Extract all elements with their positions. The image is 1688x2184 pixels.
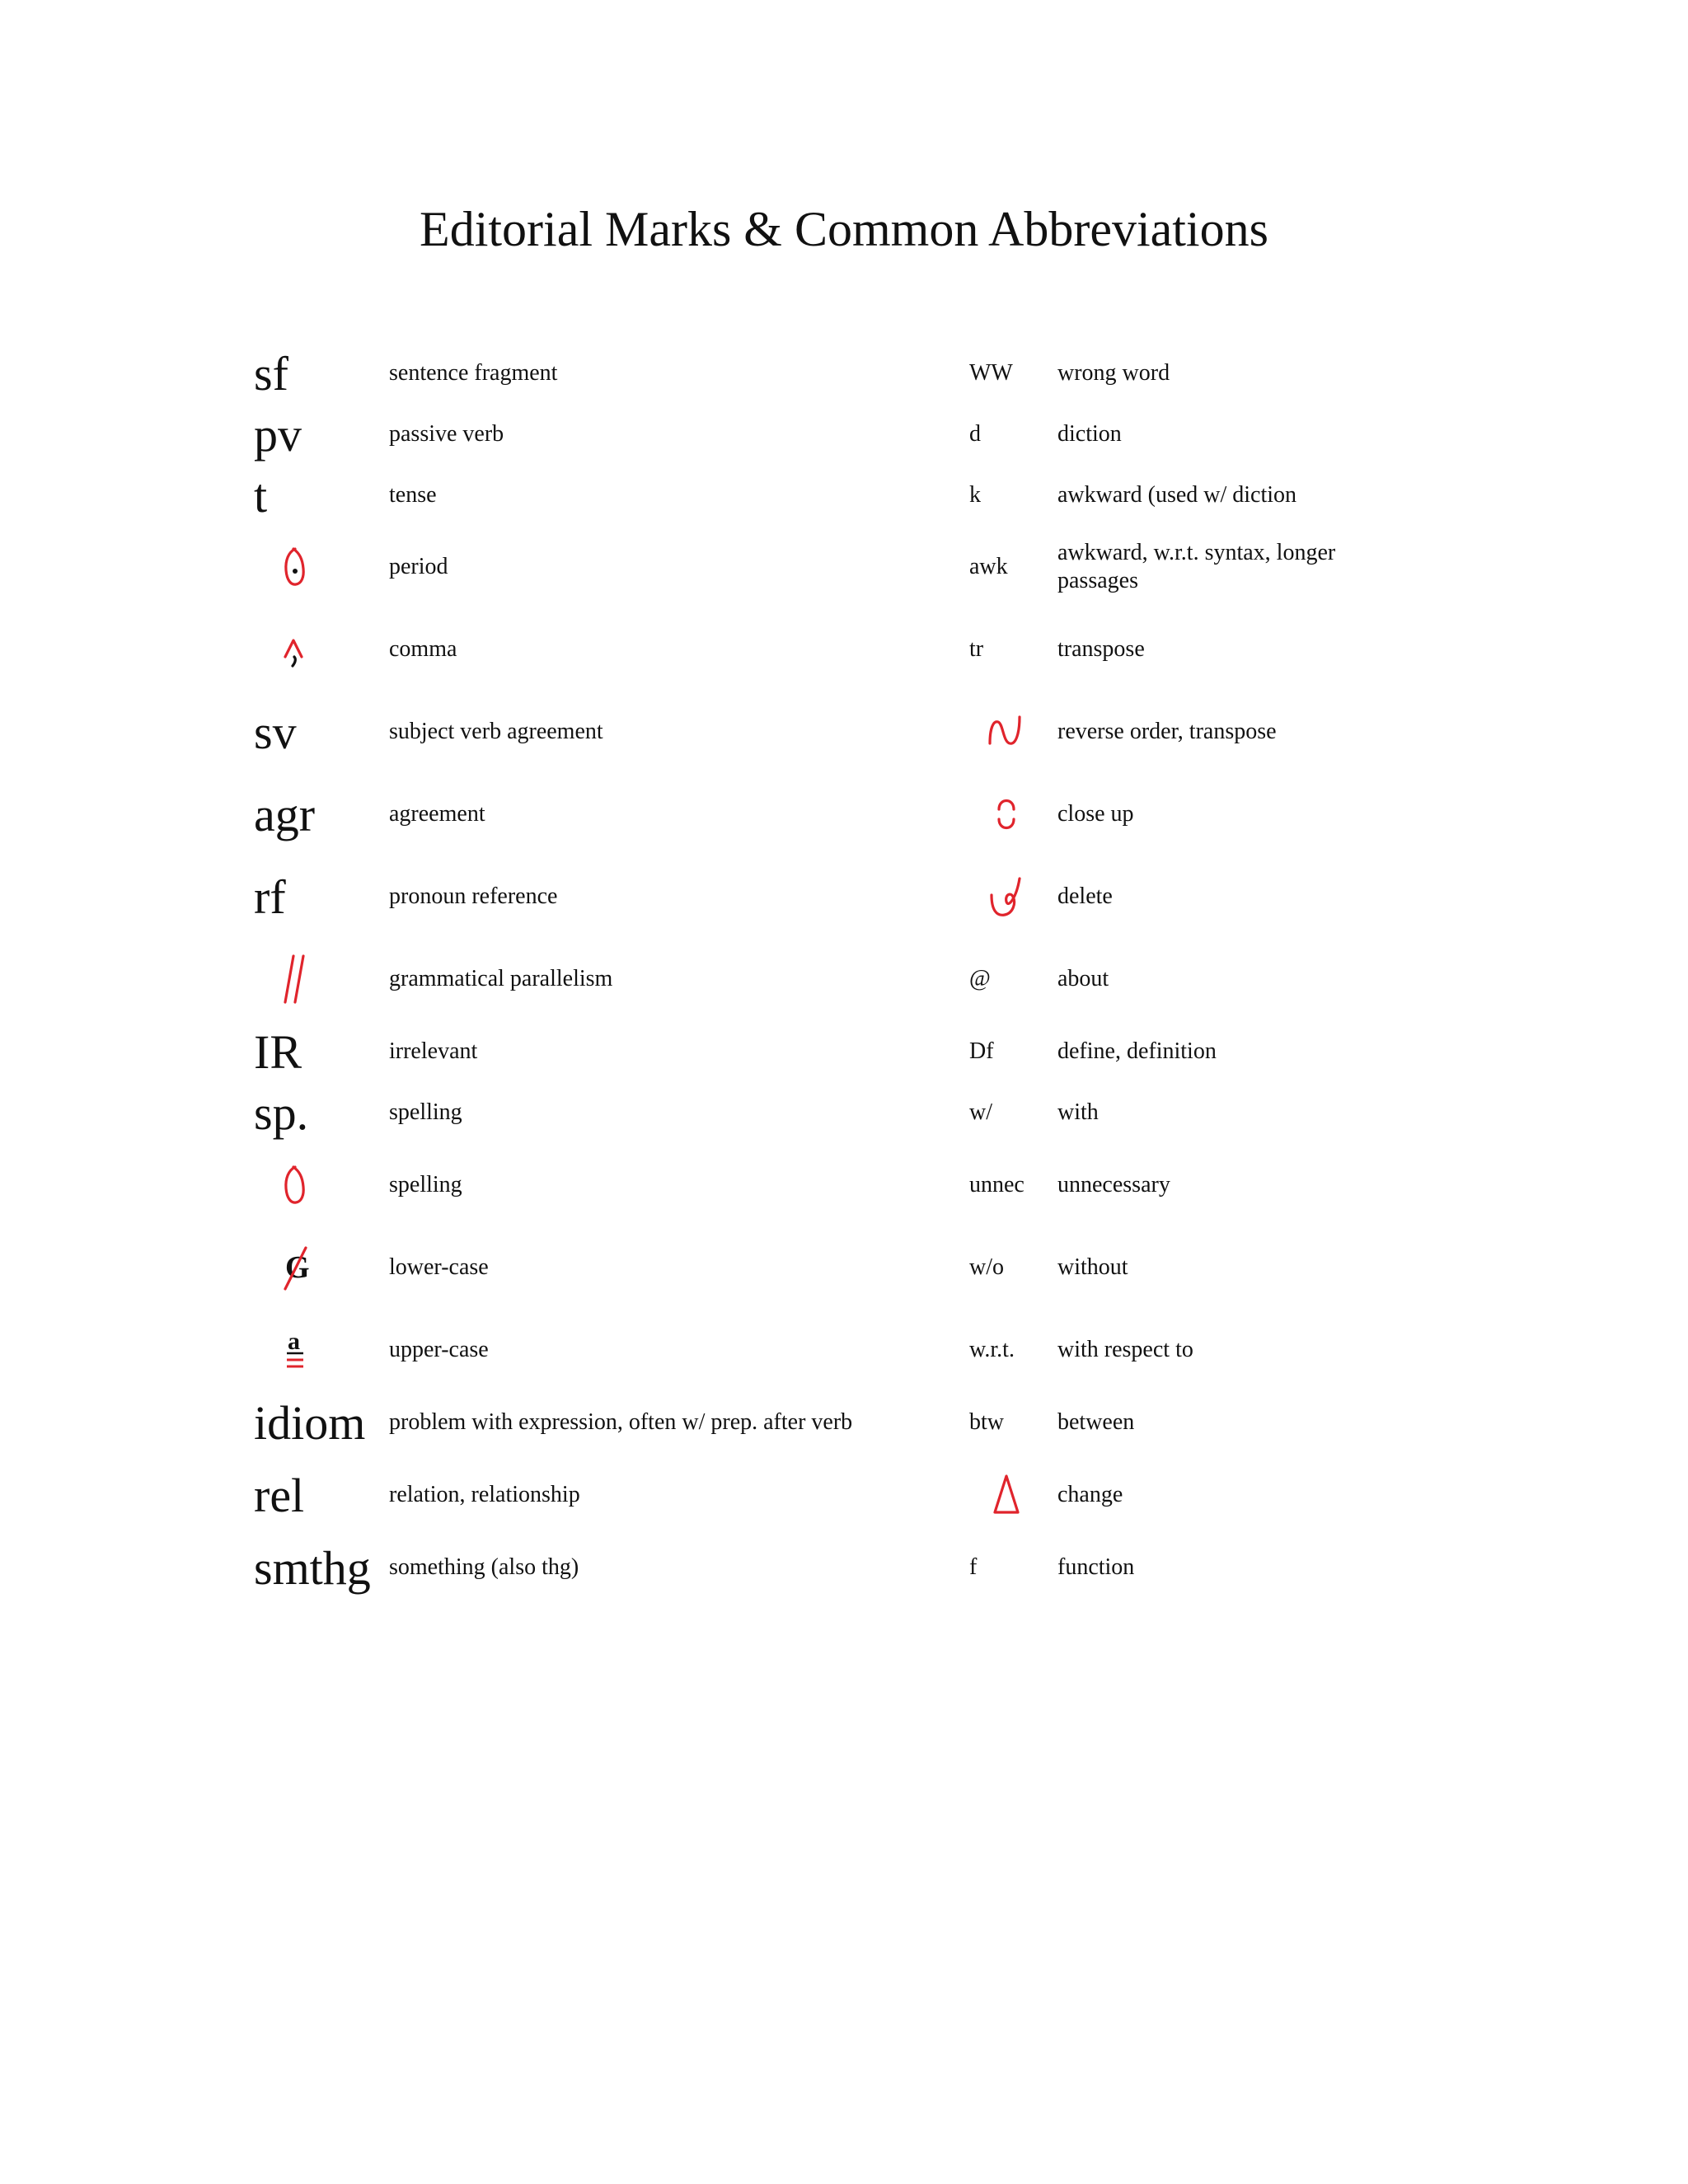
- list-item: [969, 691, 1431, 773]
- list-item: [969, 1226, 1431, 1309]
- list-item: [969, 773, 1431, 855]
- abbreviation-symbol: @: [969, 966, 991, 991]
- abbreviation-symbol: rf: [254, 869, 286, 924]
- abbreviation-description: period: [389, 554, 448, 579]
- abbreviation-symbol: IR: [254, 1024, 302, 1079]
- abbreviation-symbol: d: [969, 421, 981, 447]
- abbreviation-description: passive verb: [389, 421, 504, 447]
- abbreviation-description: something (also thg): [389, 1554, 579, 1580]
- list-item: [254, 1526, 897, 1609]
- abbreviation-description: grammatical parallelism: [389, 966, 613, 991]
- list-item: [969, 608, 1431, 691]
- page-title: Editorial Marks & Common Abbreviations: [420, 202, 1268, 256]
- abbreviation-description: define, definition: [1057, 1038, 1217, 1064]
- abbreviation-description: problem with expression, often w/ prep. after verb: [389, 1409, 853, 1435]
- list-item: [254, 773, 897, 855]
- circle-spelling-mark-icon: [254, 1144, 336, 1226]
- abbreviation-description: reverse order, transpose: [1057, 719, 1277, 744]
- list-item: [254, 526, 897, 608]
- abbreviation-description: function: [1057, 1554, 1135, 1580]
- uppercase-underline-mark-icon: [254, 1309, 336, 1391]
- abbreviation-description: close up: [1057, 801, 1134, 827]
- list-item: [254, 608, 897, 691]
- abbreviation-description: unnecessary: [1057, 1172, 1170, 1197]
- abbreviation-description: upper-case: [389, 1337, 489, 1362]
- abbreviation-description: about: [1057, 966, 1109, 991]
- list-item: [254, 1071, 897, 1154]
- abbreviation-description: irrelevant: [389, 1038, 478, 1064]
- abbreviation-symbol: WW: [969, 360, 1013, 386]
- abbreviation-description: without: [1057, 1254, 1128, 1280]
- abbreviation-symbol: k: [969, 482, 981, 508]
- list-item: [969, 1526, 1431, 1609]
- lowercase-slash-mark-icon: [254, 1226, 336, 1309]
- list-item: [969, 454, 1431, 537]
- abbreviation-symbol: smthg: [254, 1540, 371, 1595]
- list-item: [254, 1454, 897, 1536]
- abbreviation-description: awkward, w.r.t. syntax, longer passages: [1057, 540, 1336, 593]
- delta-change-mark-icon: [969, 1454, 1043, 1536]
- list-item: [969, 1071, 1431, 1154]
- abbreviation-description: subject verb agreement: [389, 719, 603, 744]
- list-item: [969, 1381, 1431, 1464]
- list-item: [969, 1144, 1431, 1226]
- list-item: [969, 1454, 1431, 1536]
- insert-comma-mark-icon: [254, 608, 336, 691]
- abbreviation-description: diction: [1057, 421, 1122, 447]
- list-item: [254, 1309, 897, 1391]
- list-item: [254, 855, 897, 938]
- abbreviation-symbol: unnec: [969, 1172, 1025, 1197]
- abbreviation-description: tense: [389, 482, 437, 508]
- uppercase-letter-glyph: a: [288, 1328, 300, 1355]
- abbreviation-symbol: idiom: [254, 1395, 366, 1450]
- abbreviation-description: spelling: [389, 1172, 462, 1197]
- abbreviation-symbol: sf: [254, 346, 288, 401]
- abbreviation-symbol: agr: [254, 787, 316, 841]
- abbreviation-symbol: w/: [969, 1099, 992, 1125]
- list-item: [254, 1144, 897, 1226]
- abbreviation-symbol: btw: [969, 1409, 1004, 1435]
- abbreviation-description: comma: [389, 636, 457, 662]
- abbreviation-description: delete: [1057, 883, 1113, 909]
- abbreviation-symbol: f: [969, 1554, 978, 1580]
- list-item: [969, 938, 1431, 1020]
- abbreviation-symbol: rel: [254, 1468, 305, 1522]
- list-item: [969, 1309, 1431, 1391]
- delete-mark-icon: [969, 855, 1043, 938]
- list-item: [254, 1226, 897, 1309]
- abbreviation-symbol: awk: [969, 554, 1008, 579]
- abbreviation-description: agreement: [389, 801, 485, 827]
- list-item: [254, 938, 897, 1020]
- abbreviation-symbol: pv: [254, 407, 302, 462]
- lowercase-letter-glyph: G: [285, 1250, 310, 1285]
- abbreviation-description: with respect to: [1057, 1337, 1193, 1362]
- abbreviation-description: pronoun reference: [389, 883, 558, 909]
- list-item: [254, 691, 897, 773]
- parallel-lines-mark-icon: [254, 938, 336, 1020]
- list-item: [254, 1381, 897, 1464]
- close-up-mark-icon: [969, 773, 1043, 855]
- list-item: [969, 526, 1431, 608]
- list-item: [969, 855, 1431, 938]
- circled-period-mark-icon: [254, 526, 336, 608]
- abbreviation-description: sentence fragment: [389, 360, 558, 386]
- abbreviation-symbol: t: [254, 468, 268, 523]
- abbreviation-description: with: [1057, 1099, 1099, 1125]
- abbreviation-description: lower-case: [389, 1254, 489, 1280]
- abbreviation-description: between: [1057, 1409, 1135, 1435]
- abbreviation-symbol: tr: [969, 636, 984, 662]
- abbreviation-symbol: sv: [254, 705, 297, 759]
- abbreviation-description: relation, relationship: [389, 1482, 580, 1507]
- abbreviation-symbol: w/o: [969, 1254, 1004, 1280]
- abbreviation-description: wrong word: [1057, 360, 1170, 386]
- abbreviation-symbol: Df: [969, 1038, 994, 1064]
- abbreviation-symbol: w.r.t.: [969, 1337, 1015, 1362]
- abbreviation-description: spelling: [389, 1099, 462, 1125]
- abbreviation-description: change: [1057, 1482, 1123, 1507]
- transpose-curve-mark-icon: [969, 691, 1043, 773]
- abbreviation-description: transpose: [1057, 636, 1145, 662]
- abbreviation-description: awkward (used w/ diction: [1057, 482, 1297, 508]
- list-item: [254, 454, 897, 537]
- abbreviation-symbol: sp.: [254, 1085, 309, 1140]
